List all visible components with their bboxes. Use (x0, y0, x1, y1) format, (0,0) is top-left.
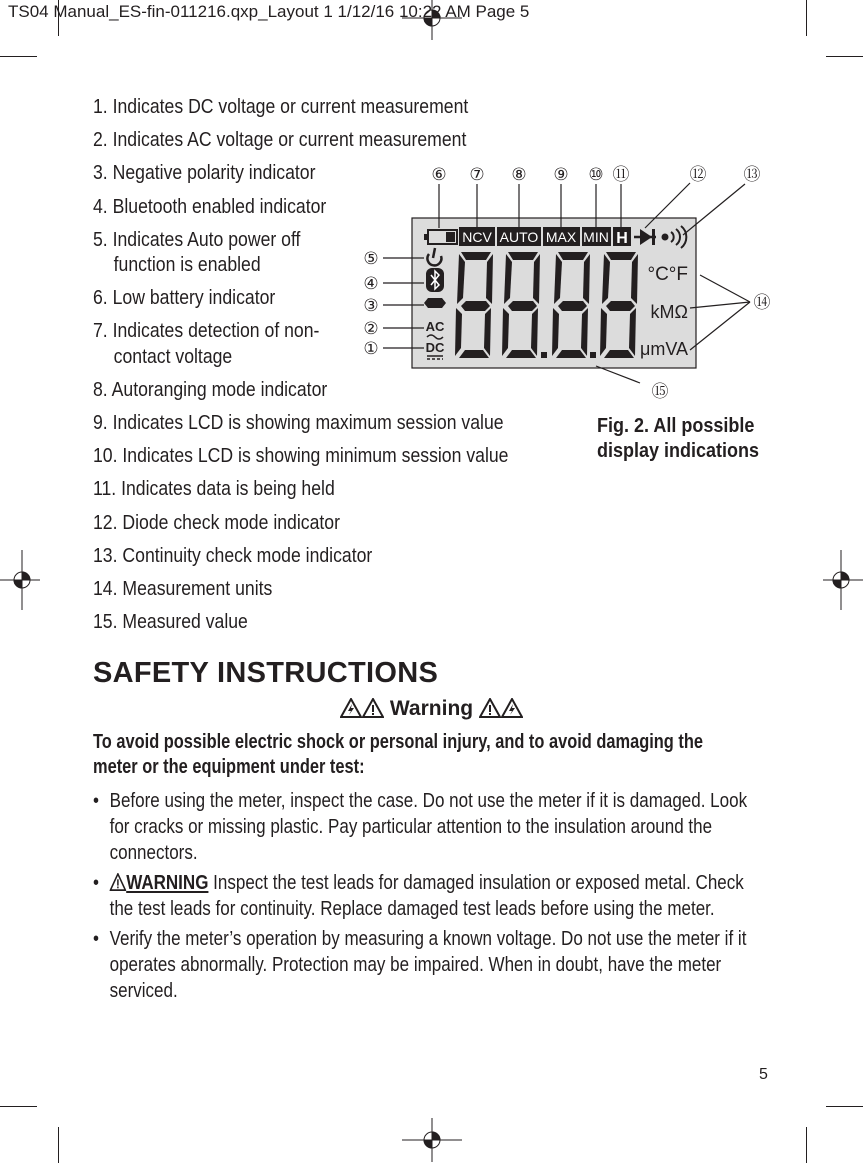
temperature-unit: °C°F (647, 264, 688, 285)
callout-11: ⑪ (612, 165, 630, 185)
callout-10: ⑩ (588, 165, 604, 185)
ncv-indicator: NCV (462, 229, 492, 245)
safety-bullets (93, 788, 757, 1008)
list-item: • Verify the meter’s operation by measuring a known voltage. Do not use the meter if it operates abnormally. Protection may be impaired. When in doubt, have the meter serviced. (93, 927, 747, 1002)
list-item: 8. Autoranging mode indicator (93, 377, 328, 401)
list-item: 3. Negative polarity indicator (93, 161, 316, 185)
resistance-unit: kMΩ (650, 302, 688, 322)
dc-indicator: DC (425, 340, 445, 355)
callout-3: ③ (363, 296, 379, 316)
warning-word: Warning (389, 697, 474, 720)
list-item: 15. Measured value (93, 610, 248, 634)
warning-icon (110, 873, 127, 891)
lcd-display-diagram (346, 160, 776, 405)
auto-indicator: AUTO (499, 229, 539, 245)
ac-indicator: AC (425, 319, 445, 334)
bullet-text: Before using the meter, inspect the case. Do not use the meter if it is damaged. Look for cracks or missing plastic. Pay particular attention to the insulation around the connectors. (109, 789, 748, 864)
callout-5: ⑤ (363, 249, 379, 269)
list-item: 13. Continuity check mode indicator (93, 543, 373, 567)
callout-12: ⑫ (689, 165, 707, 185)
bullet-text: Inspect the test leads for damaged insulation or exposed metal. Check the test leads for continuity. Replace damaged test leads before using the meter. (109, 871, 744, 920)
list-item: 1. Indicates DC voltage or current measurement (93, 95, 469, 118)
electrical-unit: μmVA (639, 339, 688, 359)
callout-6: ⑥ (431, 165, 447, 185)
list-item: 9. Indicates LCD is showing maximum session value (93, 411, 504, 435)
callout-15: ⑮ (651, 382, 669, 402)
callout-8: ⑧ (511, 165, 527, 185)
list-item: 14. Measurement units (93, 577, 273, 601)
warning-icon (362, 698, 384, 718)
safety-intro: To avoid possible electric shock or personal injury, and to avoid damaging the meter or the equipment under test: (93, 731, 703, 778)
callout-13: ⑬ (743, 165, 761, 185)
max-indicator: MAX (545, 229, 577, 245)
caption-line: display indications (597, 440, 760, 462)
list-item: 4. Bluetooth enabled indicator (93, 194, 327, 218)
callout-14: ⑭ (753, 293, 771, 313)
list-item: 11. Indicates data is being held (93, 477, 335, 501)
list-item-continuation: function is enabled (113, 253, 261, 277)
hold-indicator: H (616, 230, 628, 247)
page-number: 5 (759, 1066, 768, 1083)
list-item: • Before using the meter, inspect the case. Do not use the meter if it is damaged. Look for cracks or missing plastic. Pay particular attention to the insulation around the connectors. (93, 789, 748, 864)
shock-hazard-icon (501, 698, 523, 718)
callout-9: ⑨ (553, 165, 569, 185)
list-item: 5. Indicates Auto power off (93, 227, 301, 251)
safety-heading: SAFETY INSTRUCTIONS (93, 657, 439, 689)
negative-sign (424, 298, 446, 308)
print-slug: TS04 Manual_ES-fin-011216.qxp_Layout 1 1/12/16 10:22 AM Page 5 (8, 2, 530, 21)
list-item: 6. Low battery indicator (93, 286, 276, 310)
callout-4: ④ (363, 274, 379, 294)
list-item: 12. Diode check mode indicator (93, 510, 340, 534)
warning-icon (479, 698, 501, 718)
callout-1: ① (363, 339, 379, 359)
list-item: 10. Indicates LCD is showing minimum session value (93, 444, 509, 468)
warning-banner (0, 697, 863, 721)
list-item: 7. Indicates detection of non- (93, 319, 320, 343)
callout-7: ⑦ (469, 165, 485, 185)
list-item: • WARNING Inspect the test leads for damaged insulation or exposed metal. Check the test leads for continuity. Replace damaged test leads before using the meter. (93, 871, 744, 920)
warning-label: WARNING (126, 871, 209, 894)
list-item-continuation: contact voltage (113, 344, 233, 368)
caption-line: Fig. 2. All possible (597, 415, 755, 437)
min-indicator: MIN (583, 229, 609, 245)
figure-caption (597, 414, 759, 464)
shock-hazard-icon (340, 698, 362, 718)
bullet-text: Verify the meter’s operation by measuring a known voltage. Do not use the meter if it operates abnormally. Protection may be impaired. When in doubt, have the meter serviced. (109, 927, 747, 1002)
list-item: 2. Indicates AC voltage or current measurement (93, 128, 467, 152)
callout-2: ② (363, 319, 379, 339)
